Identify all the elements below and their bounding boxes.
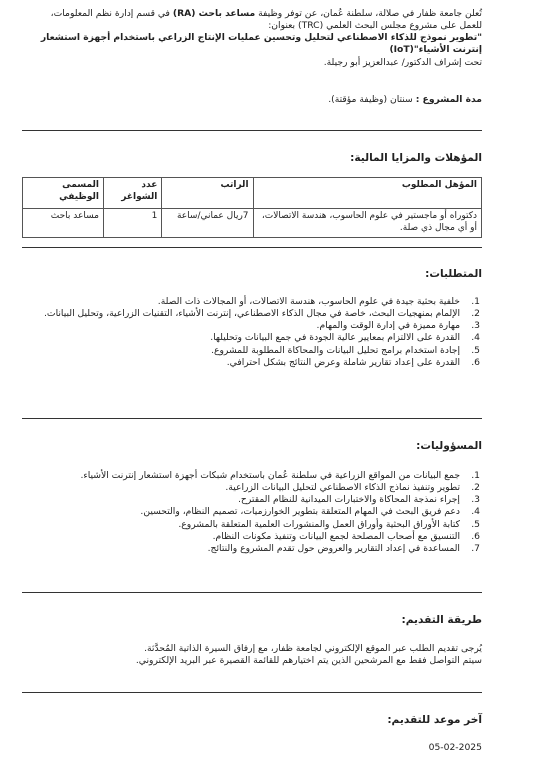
divider bbox=[22, 692, 482, 693]
deadline-date: 05-02-2025 bbox=[428, 742, 482, 753]
application-line-1: يُرجى تقديم الطلب عبر الموقع الإلكتروني لجامعة ظفار، مع إرفاق السيرة الذاتية المُحدَّثة. bbox=[144, 643, 482, 654]
divider bbox=[22, 418, 482, 419]
table-header-row bbox=[23, 178, 482, 209]
cell-qualification: دكتوراه أو ماجستير في علوم الحاسوب، هندسة الاتصالات، أو أي مجال ذي صلة. bbox=[253, 209, 481, 238]
col-qualification: المؤهل المطلوب bbox=[253, 178, 481, 209]
deadline-heading: آخر موعد للتقديم: bbox=[387, 714, 482, 726]
supervisor-line: تحت إشراف الدكتور/ عبدالعزيز أبو رجيلة. bbox=[323, 56, 482, 68]
divider bbox=[22, 247, 482, 248]
requirements-heading: المتطلبات: bbox=[425, 268, 482, 280]
col-title: المسمى الوظيفي bbox=[23, 178, 104, 209]
list-item: تطوير وتنفيذ نماذج الذكاء الاصطناعي لتحليل البيانات الزراعية. bbox=[225, 482, 460, 494]
role-name: مساعد باحث (RA) bbox=[172, 8, 256, 19]
project-title: "تطوير نموذج للذكاء الاصطناعي لتحليل وتحسين عمليات الإنتاج الزراعي باستخدام أجهزة استشعار إنترنت الأشياء"(IoT) bbox=[40, 32, 482, 56]
list-item: الإلمام بمنهجيات البحث، خاصة في مجال الذكاء الاصطناعي، إنترنت الأشياء، التقنيات الزراعية، وتحليل البيانات. bbox=[44, 308, 460, 320]
application-line-2: سيتم التواصل فقط مع المرشحين الذين يتم اختيارهم للقائمة القصيرة عبر البريد الإلكتروني. bbox=[135, 655, 482, 667]
duration-label: مدة المشروع : bbox=[415, 94, 482, 105]
list-item: القدرة على الالتزام بمعايير عالية الجودة في جمع البيانات وتحليلها. bbox=[210, 332, 460, 344]
divider bbox=[22, 130, 482, 131]
cell-salary: 7ريال عماني/ساعة bbox=[162, 209, 253, 238]
list-item: كتابة الأوراق البحثية وأوراق العمل والمنشورات العلمية المتعلقة بالمشروع. bbox=[178, 518, 460, 530]
list-item: جمع البيانات من المواقع الزراعية في سلطنة عُمان باستخدام شبكات أجهزة استشعار إنترنت الأشياء. bbox=[80, 470, 460, 481]
col-salary: الراتب bbox=[162, 178, 253, 209]
requirements-section bbox=[27, 296, 482, 369]
intro-section bbox=[27, 8, 482, 69]
list-item: دعم فريق البحث في المهام المتعلقة بتطوير الخوارزميات، تصميم النظام، والتحسين. bbox=[140, 506, 460, 518]
requirements-list bbox=[27, 296, 482, 369]
cell-vacancies: 1 bbox=[103, 209, 161, 238]
cell-title: مساعد باحث bbox=[23, 209, 104, 238]
list-item: التنسيق مع أصحاب المصلحة لجمع البيانات وتنفيذ مكونات النظام. bbox=[212, 530, 460, 542]
duration-value: سنتان (وظيفة مؤقتة). bbox=[328, 94, 413, 105]
responsibilities-list bbox=[27, 470, 482, 555]
divider bbox=[22, 592, 482, 593]
list-item: مهارة مميزة في إدارة الوقت والمهام. bbox=[316, 320, 460, 332]
list-item: إجراء نمذجة المحاكاة والاختبارات الميدانية للنظام المقترح. bbox=[238, 494, 460, 506]
list-item: القدرة على إعداد تقارير شاملة وعرض النتائج بشكل احترافي. bbox=[226, 356, 460, 368]
list-item: إجادة استخدام برامج تحليل البيانات والمحاكاة المطلوبة للمشروع. bbox=[211, 344, 460, 356]
intro-paragraph: تُعلن جامعة ظفار في صلالة، سلطنة عُمان، عن توفر وظيفة مساعد باحث (RA) في قسم إدارة نظم المعلومات، للعمل على مشروع مجلس البحث العلمي (TRC) بعنوان: bbox=[50, 8, 482, 32]
application-heading: طريقة التقديم: bbox=[401, 614, 482, 626]
responsibilities-heading: المسؤوليات: bbox=[416, 440, 482, 452]
responsibilities-section bbox=[27, 470, 482, 555]
qualifications-table bbox=[22, 177, 482, 238]
qualifications-heading: المؤهلات والمزايا المالية: bbox=[350, 152, 482, 164]
col-vacancies: عدد الشواغر bbox=[103, 178, 161, 209]
list-item: خلفية بحثية جيدة في علوم الحاسوب، هندسة الاتصالات، أو المجالات ذات الصلة. bbox=[157, 296, 460, 307]
table-row bbox=[23, 209, 482, 238]
application-section bbox=[27, 643, 482, 667]
duration-line bbox=[27, 94, 482, 106]
list-item: المساعدة في إعداد التقارير والعروض حول تقدم المشروع والنتائج. bbox=[207, 542, 460, 554]
